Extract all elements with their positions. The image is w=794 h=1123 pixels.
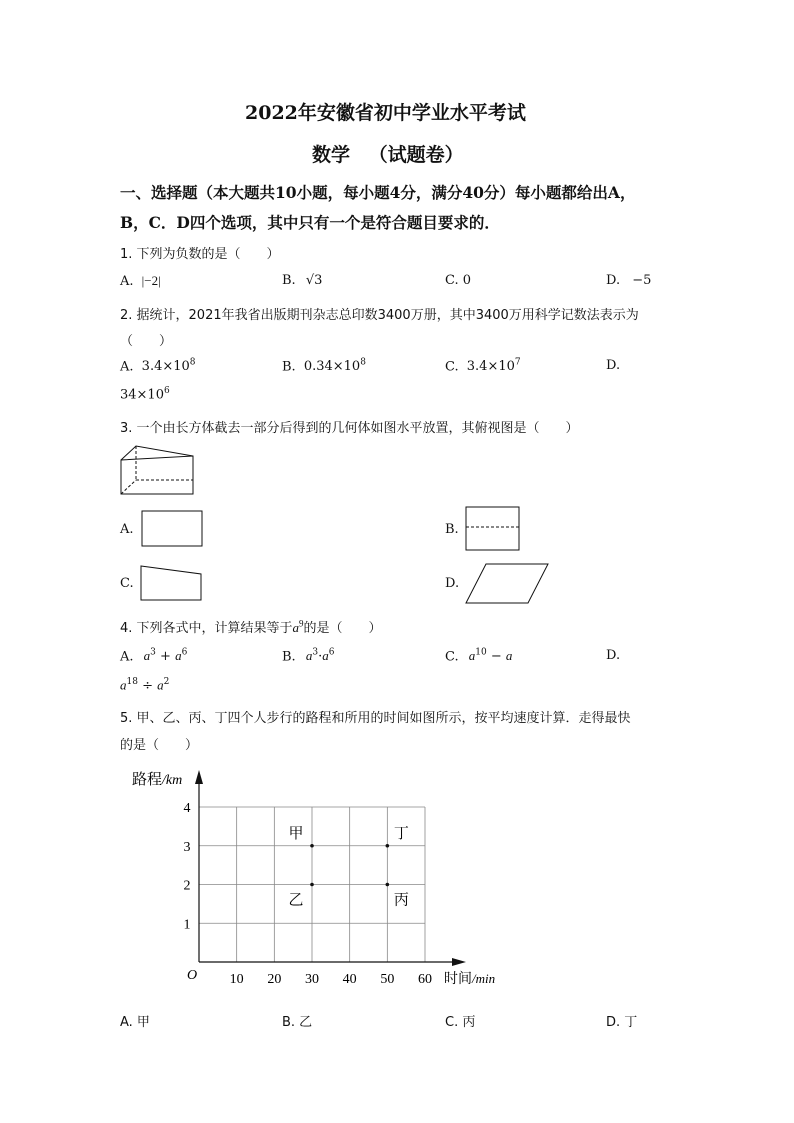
option-label: B. xyxy=(282,273,296,288)
term: a xyxy=(305,648,313,664)
stem-exponent: 9 xyxy=(299,618,304,629)
x-tick-label: 10 xyxy=(229,972,244,987)
sci-base: 3.4×10 xyxy=(141,359,190,375)
term: a xyxy=(143,648,151,664)
q2-option-a xyxy=(120,358,196,374)
term: a xyxy=(157,677,164,693)
distance-time-chart xyxy=(120,760,496,992)
x-axis-label: 时间/min xyxy=(444,971,496,987)
q3-option-d-figure xyxy=(464,562,552,606)
operator: ÷ xyxy=(137,678,158,694)
q4-option-d xyxy=(120,677,169,693)
term: a xyxy=(468,648,476,664)
exponent: 3 xyxy=(312,648,319,658)
y-tick-label: 4 xyxy=(183,801,191,816)
x-tick-label: 60 xyxy=(418,972,432,987)
x-tick-label: 50 xyxy=(380,972,395,987)
exponent: 10 xyxy=(475,648,487,658)
q4-option-c xyxy=(445,648,512,664)
sci-base: 34×10 xyxy=(120,387,164,403)
q3-stem: 3. 一个由长方体截去一部分后得到的几何体如图水平放置，其俯视图是（ ） xyxy=(120,421,579,436)
q3-option-b-figure xyxy=(464,505,522,553)
stem-text: 4. 下列各式中，计算结果等于 xyxy=(120,621,293,636)
q1-stem: 1. 下列为负数的是（ ） xyxy=(120,247,280,262)
operator: − xyxy=(486,649,506,665)
term: a xyxy=(505,648,513,664)
option-label: A. xyxy=(120,359,134,375)
operator: + xyxy=(155,649,176,665)
option-value xyxy=(469,649,513,664)
q2-option-b xyxy=(282,358,366,374)
sci-base: 3.4×10 xyxy=(466,359,515,375)
q2-stem-line1: 2. 据统计，2021年我省出版期刊杂志总印数3400万册，其中3400万用科学记数法表示为 xyxy=(120,308,639,323)
q1-option-c: C. 0 xyxy=(445,273,472,288)
term: a xyxy=(322,648,329,664)
data-point xyxy=(386,883,390,887)
section-heading-line2: B，C．D四个选项，其中只有一个是符合题目要求的． xyxy=(120,213,500,232)
q4-option-a xyxy=(120,648,187,664)
data-point xyxy=(386,844,390,848)
q4-stem xyxy=(120,617,382,636)
x-tick-label: 20 xyxy=(267,972,282,987)
q2-option-c xyxy=(445,358,521,374)
exponent: 18 xyxy=(126,677,138,687)
option-label: C. xyxy=(445,649,459,665)
sci-exponent: 7 xyxy=(514,358,521,368)
sci-base: 0.34×10 xyxy=(303,359,361,375)
q1-option-d xyxy=(606,273,651,288)
sci-exponent: 8 xyxy=(189,358,196,368)
section-heading-line1: 一、选择题（本大题共10小题，每小题4分，满分40分）每小题都给出A， xyxy=(120,183,636,202)
option-label: A. xyxy=(120,274,134,289)
q3-option-c-figure xyxy=(139,564,205,604)
data-point xyxy=(310,883,314,887)
y-tick-label: 3 xyxy=(183,839,191,855)
option-label: B. xyxy=(282,649,296,665)
option-label: A. xyxy=(120,649,134,665)
q3-option-b-label: B. xyxy=(445,522,459,537)
option-label: C. xyxy=(445,359,459,375)
data-point-label: 丙 xyxy=(393,890,409,909)
term: a xyxy=(175,648,182,664)
option-label: B. xyxy=(282,359,296,375)
exam-title: 2022年安徽省初中学业水平考试 xyxy=(245,102,526,124)
q3-option-a-figure xyxy=(140,509,206,549)
option-value xyxy=(304,359,366,374)
option-value xyxy=(306,649,335,664)
q3-option-c-label: C. xyxy=(120,576,134,591)
option-value: √3 xyxy=(305,273,323,288)
q1-option-b xyxy=(282,273,322,288)
y-tick-label: 1 xyxy=(183,917,191,933)
sci-exponent: 8 xyxy=(360,358,366,368)
q4-option-d-label: D. xyxy=(606,648,621,663)
q5-stem-line1: 5. 甲、乙、丙、丁四个人步行的路程和所用的时间如图所示，按平均速度计算．走得最快 xyxy=(120,711,631,726)
q5-stem-line2: 的是（ ） xyxy=(120,738,199,753)
option-value: |−2| xyxy=(141,273,161,288)
q4-option-b xyxy=(282,648,334,664)
data-point xyxy=(310,844,314,848)
sci-exponent: 6 xyxy=(163,386,170,396)
q2-option-d-label: D. xyxy=(606,358,621,373)
exponent: 2 xyxy=(163,677,170,687)
exponent: 6 xyxy=(328,648,335,658)
option-value xyxy=(142,359,196,374)
option-value: −5 xyxy=(632,273,652,288)
exam-subtitle: 数学 （试题卷） xyxy=(312,144,464,166)
q5-option-a: A. 甲 xyxy=(120,1015,150,1030)
x-tick-label: 40 xyxy=(342,972,357,987)
option-value xyxy=(144,649,188,664)
term: a xyxy=(120,677,127,693)
q3-solid-figure xyxy=(118,442,198,498)
q5-option-c: C. 丙 xyxy=(445,1015,476,1030)
operator: · xyxy=(318,649,323,665)
q1-option-a xyxy=(120,273,161,289)
stem-base: a xyxy=(292,620,300,635)
option-value xyxy=(467,359,521,374)
origin-label: O xyxy=(187,968,198,983)
y-axis-label: 路程/km xyxy=(132,770,183,788)
option-label: D. xyxy=(606,273,621,288)
y-tick-label: 2 xyxy=(183,878,191,894)
q5-option-d: D. 丁 xyxy=(606,1015,638,1030)
y-axis-arrow-icon xyxy=(195,770,203,784)
x-tick-label: 30 xyxy=(305,972,319,987)
stem-text: 的是（ ） xyxy=(303,621,382,636)
q5-option-b: B. 乙 xyxy=(282,1015,313,1030)
q2-option-d xyxy=(120,386,170,402)
x-axis-arrow-icon xyxy=(452,958,466,966)
data-point-label: 甲 xyxy=(288,823,304,842)
q3-option-d-label: D. xyxy=(445,576,460,591)
data-point-label: 乙 xyxy=(288,890,304,909)
data-point-label: 丁 xyxy=(393,823,409,842)
q3-option-a-label: A. xyxy=(120,522,134,537)
exponent: 3 xyxy=(150,648,156,658)
chart-points xyxy=(288,824,408,909)
exponent: 6 xyxy=(181,648,188,658)
q2-stem-line2: （ ） xyxy=(120,334,173,349)
